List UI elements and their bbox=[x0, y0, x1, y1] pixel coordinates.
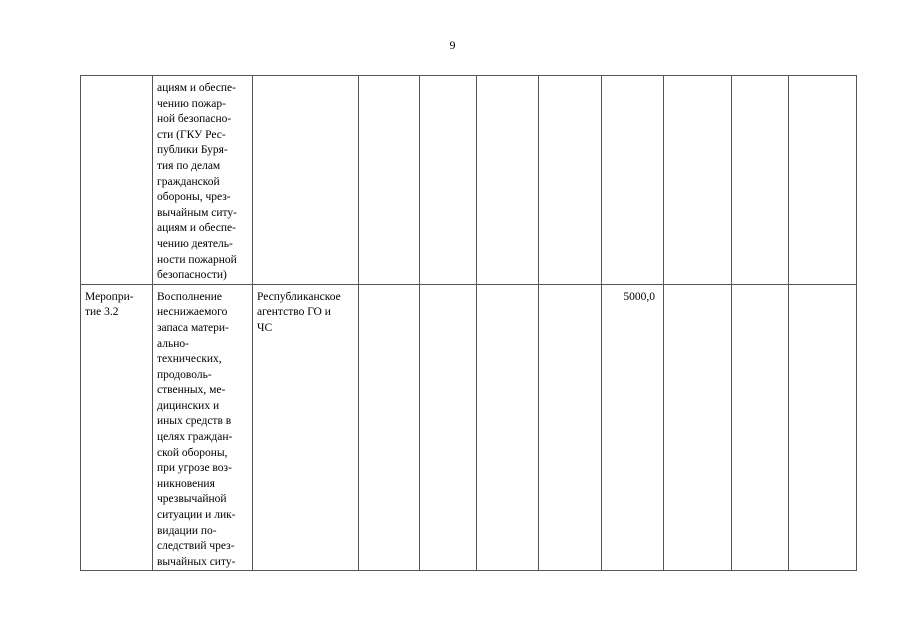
page-number: 9 bbox=[449, 38, 456, 52]
value-cell bbox=[420, 284, 477, 571]
text-line: обороны, чрез- bbox=[157, 191, 231, 204]
text-line: гражданской bbox=[157, 175, 220, 188]
measure-name-cell bbox=[153, 76, 253, 285]
text-line: целях граждан- bbox=[157, 431, 233, 444]
value-cell: 5000,0 bbox=[602, 284, 664, 571]
text-line: безопасности) bbox=[157, 269, 227, 282]
text-line: агентство ГО и bbox=[257, 306, 331, 319]
value-cell bbox=[539, 76, 602, 285]
text-line: продоволь- bbox=[157, 368, 212, 381]
text-line: ЧС bbox=[257, 321, 273, 334]
text-line: ально- bbox=[157, 337, 189, 350]
value-cell bbox=[664, 76, 732, 285]
value-cell bbox=[732, 76, 789, 285]
text-line: сти (ГКУ Рес- bbox=[157, 128, 226, 141]
text-line: публики Буря- bbox=[157, 144, 228, 157]
text-line: чрезвычайной bbox=[157, 493, 227, 506]
text-line: запаса матери- bbox=[157, 321, 229, 334]
text-line: Восполнение bbox=[157, 290, 222, 303]
text-line: Республиканское bbox=[257, 290, 341, 303]
program-table bbox=[80, 75, 857, 571]
value-cell bbox=[477, 284, 539, 571]
value-cell bbox=[602, 76, 664, 285]
value-cell bbox=[359, 284, 420, 571]
table-row bbox=[81, 76, 857, 285]
value-cell bbox=[789, 284, 857, 571]
measure-label-cell bbox=[81, 284, 153, 571]
executor-cell bbox=[253, 284, 359, 571]
text-line: ственных, ме- bbox=[157, 384, 226, 397]
text-line: ной безопасно- bbox=[157, 113, 232, 126]
value-cell bbox=[732, 284, 789, 571]
text-line: иных средств в bbox=[157, 415, 232, 428]
text-line: дицинских и bbox=[157, 399, 220, 412]
value-cell bbox=[477, 76, 539, 285]
text-line: неснижаемого bbox=[157, 306, 228, 319]
text-line: ской обороны, bbox=[157, 446, 228, 459]
text-line: Меропри- bbox=[85, 290, 134, 303]
text-line: чению пожар- bbox=[157, 97, 226, 110]
text-line: вычайных ситу- bbox=[157, 555, 236, 568]
value-cell bbox=[664, 284, 732, 571]
text-line: тие 3.2 bbox=[85, 306, 119, 319]
text-line: ациям и обеспе- bbox=[157, 222, 236, 235]
value-cell bbox=[359, 76, 420, 285]
executor-cell bbox=[253, 76, 359, 285]
value-cell bbox=[539, 284, 602, 571]
value-cell bbox=[420, 76, 477, 285]
text-line: видации по- bbox=[157, 524, 217, 537]
table-row bbox=[81, 284, 857, 571]
text-line: ситуации и лик- bbox=[157, 509, 236, 522]
measure-name-cell bbox=[153, 284, 253, 571]
text-line: при угрозе воз- bbox=[157, 462, 232, 475]
value-cell bbox=[789, 76, 857, 285]
text-line: технических, bbox=[157, 353, 222, 366]
text-line: ациям и обеспе- bbox=[157, 82, 236, 94]
text-line: ности пожарной bbox=[157, 253, 237, 266]
text-line: чению деятель- bbox=[157, 237, 233, 250]
text-line: вычайным ситу- bbox=[157, 206, 237, 219]
text-line: следствий чрез- bbox=[157, 540, 235, 553]
text-line: тия по делам bbox=[157, 159, 221, 172]
measure-label-cell bbox=[81, 76, 153, 285]
text-line: никновения bbox=[157, 477, 215, 490]
